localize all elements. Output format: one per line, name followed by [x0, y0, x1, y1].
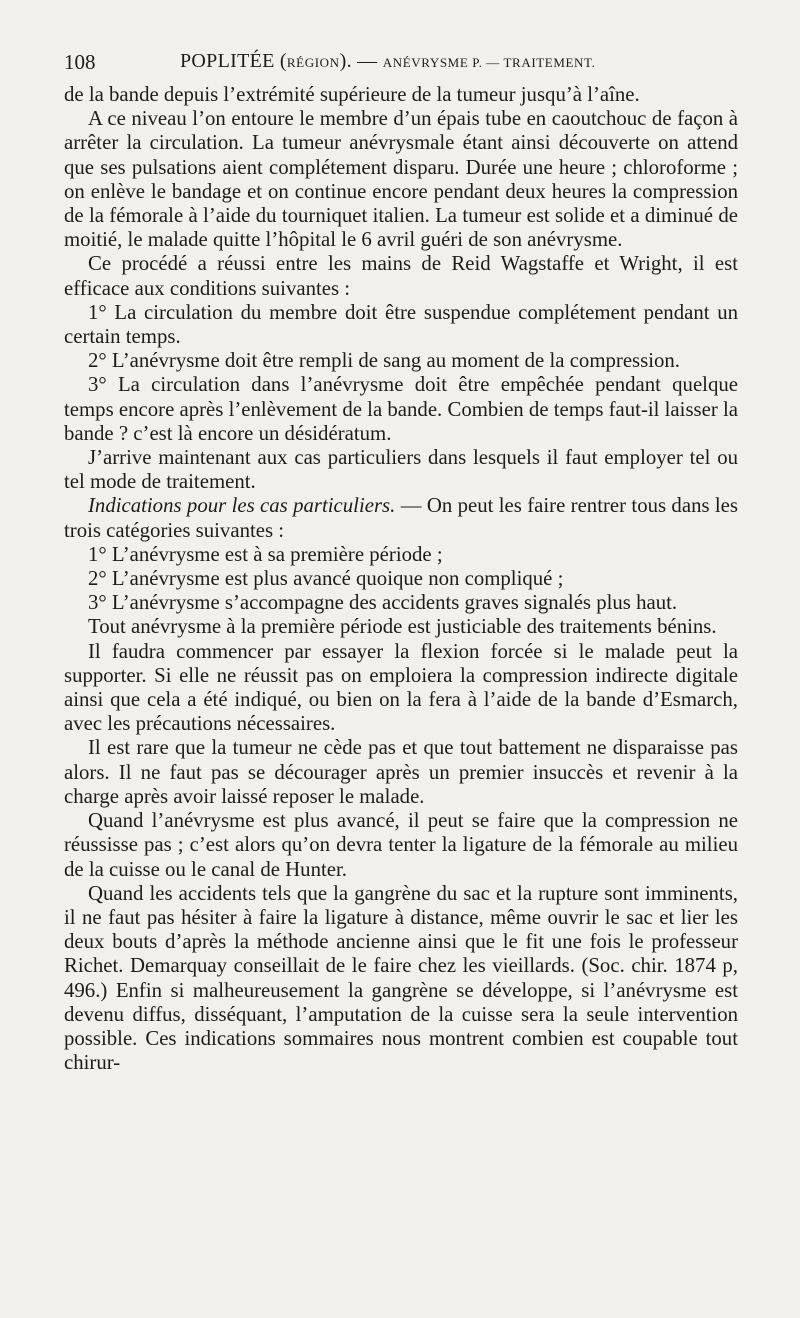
paragraph: 1° L’anévrysme est à sa première période ;	[88, 542, 443, 566]
paragraph: 3° L’anévrysme s’accompagne des accidents graves signalés plus haut.	[88, 591, 678, 615]
paragraph: de la bande depuis l’extrémité supérieure de la tumeur jusqu’à l’aîne.	[64, 83, 640, 106]
running-title-section: ANÉVRYSME P. — TRAITEMENT.	[382, 55, 596, 70]
page-number: 108	[64, 50, 96, 74]
indications-paragraph	[64, 494, 738, 542]
body-text	[64, 83, 738, 1075]
paragraph: Quand l’anévrysme est plus avancé, il peut se faire que la compression ne réussisse pas ; c’est alors qu’on devra tenter la ligature de la fémorale au milieu de la cuisse ou le canal de Hunter.	[64, 809, 738, 881]
paragraph: 2° L’anévrysme est plus avancé quoique non compliqué ;	[88, 567, 564, 591]
running-header	[64, 50, 738, 80]
paragraph: J’arrive maintenant aux cas particuliers dans lesquels il faut employer tel ou tel mode de traitement.	[64, 446, 738, 494]
paragraph: 2° L’anévrysme doit être rempli de sang au moment de la compression.	[88, 349, 681, 373]
paragraph: Tout anévrysme à la première période est justiciable des traitements bénins.	[88, 615, 717, 639]
paragraph: 1° La circulation du membre doit être suspendue complétement pendant un certain temps.	[64, 300, 738, 349]
running-title	[180, 50, 595, 73]
indications-heading: Indications pour les cas particuliers.	[88, 494, 396, 518]
running-title-separator: ). —	[339, 50, 383, 72]
paragraph: Il est rare que la tumeur ne cède pas et que tout battement ne disparaisse pas alors. Il ne faut pas se décourager après un premier insuccès et revenir à la charge après avoir laissé reposer le malade.	[64, 736, 738, 808]
running-title-main: POPLITÉE (	[180, 50, 287, 72]
paragraph: A ce niveau l’on entoure le membre d’un épais tube en caoutchouc de façon à arrêter la circulation. La tumeur anévrysmale étant ainsi découverte on attend que ses pulsations aient complétement disparu. Durée une heure ; chloroforme ; on enlève le bandage et on continue encore pendant deux heures la compression de la fémorale à l’aide du tourniquet italien. La tumeur est solide et a diminué de moitié, le malade quitte l’hôpital le 6 avril guéri de son anévrysme.	[64, 107, 738, 252]
paragraph: 3° La circulation dans l’anévrysme doit être empêchée pendant quelque temps encore après l’enlèvement de la bande. Combien de temps faut-il laisser la bande ? c’est là encore un désidératum.	[64, 373, 738, 445]
indications-text: — On peut les faire rentrer tous dans les trois catégories suivantes :	[64, 494, 739, 542]
paragraph: Ce procédé a réussi entre les mains de Reid Wagstaffe et Wright, il est efficace aux conditions suivantes :	[64, 252, 738, 300]
paragraph: Il faudra commencer par essayer la flexion forcée si le malade peut la supporter. Si elle ne réussit pas on emploiera la compression indirecte digitale ainsi que cela a été indiqué, ou bien on la fera à l’aide de la bande d’Esmarch, avec les précautions nécessaires.	[64, 639, 738, 736]
paragraph: Quand les accidents tels que la gangrène du sac et la rupture sont imminents, il ne faut pas hésiter à faire la ligature à distance, même ouvrir le sac et lier les deux bouts d’après la méthode ancienne ainsi que le fit une fois le professeur Richet. Demarquay conseillait de le faire chez les vieillards. (Soc. chir. 1874 p, 496.) Enfin si malheureusement la gangrène se développe, si l’anévrysme est devenu diffus, disséquant, l’amputation de la cuisse sera la seule intervention possible. Ces indications sommaires nous montrent combien est coupable tout chirur-	[64, 881, 738, 1075]
running-title-region: RÉGION	[286, 55, 340, 70]
